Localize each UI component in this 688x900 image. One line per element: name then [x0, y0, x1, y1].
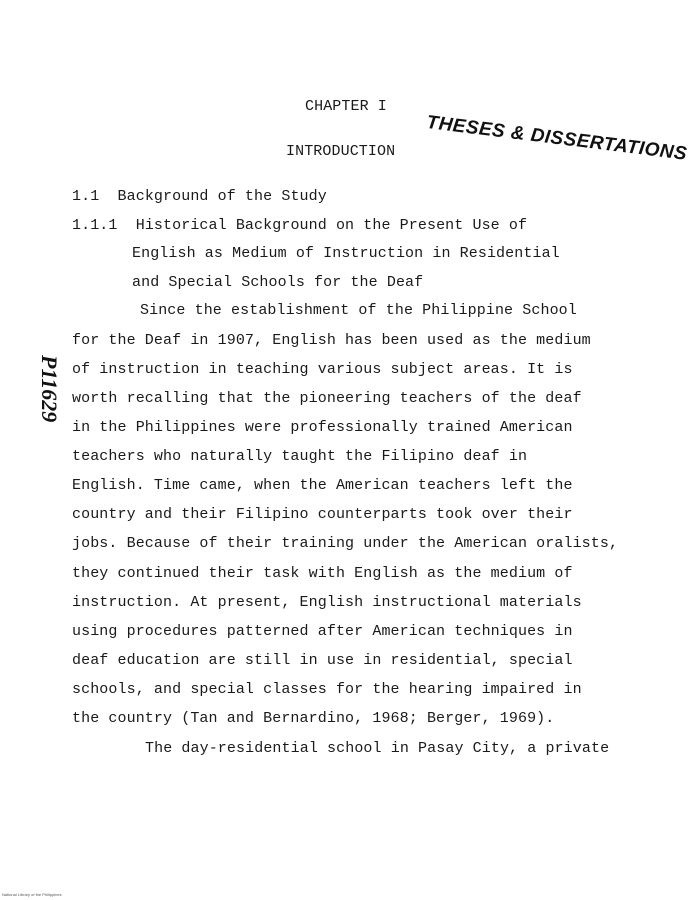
subsection-title-line: English as Medium of Instruction in Residential — [132, 245, 560, 262]
body-line: country and their Filipino counterparts took over their — [72, 506, 573, 523]
body-line: worth recalling that the pioneering teachers of the deaf — [72, 390, 582, 407]
handwritten-margin-note: P11629 — [37, 355, 62, 423]
section-number: 1.1 — [72, 188, 100, 205]
body-line: of instruction in teaching various subject areas. It is — [72, 361, 573, 378]
body-line: deaf education are still in use in residential, special — [72, 652, 573, 669]
chapter-label: CHAPTER I — [305, 98, 387, 115]
subsection-title-line: and Special Schools for the Deaf — [132, 274, 424, 291]
body-line: schools, and special classes for the hearing impaired in — [72, 681, 582, 698]
body-line: the country (Tan and Bernardino, 1968; Berger, 1969). — [72, 710, 555, 727]
section-heading — [72, 188, 327, 206]
body-line: instruction. At present, English instructional materials — [72, 594, 582, 611]
scan-footer: National Library of the Philippines — [2, 892, 62, 897]
body-line: jobs. Because of their training under the American oralists, — [72, 535, 619, 552]
theses-stamp: THESES & DISSERTATIONS — [425, 112, 688, 165]
body-line: teachers who naturally taught the Filipino deaf in — [72, 448, 528, 465]
subsection-number: 1.1.1 — [72, 217, 118, 234]
body-line: in the Philippines were professionally trained American — [72, 419, 573, 436]
body-line: for the Deaf in 1907, English has been used as the medium — [72, 332, 591, 349]
body-line: English. Time came, when the American teachers left the — [72, 477, 573, 494]
body-line: they continued their task with English as the medium of — [72, 565, 573, 582]
body-line: using procedures patterned after American techniques in — [72, 623, 573, 640]
body-line: The day-residential school in Pasay City, a private — [145, 740, 610, 757]
body-line: Since the establishment of the Philippine School — [140, 302, 577, 319]
section-title: Background of the Study — [117, 188, 327, 205]
subsection-heading — [72, 217, 527, 235]
subsection-title-line: Historical Background on the Present Use of — [135, 217, 528, 234]
chapter-title: INTRODUCTION — [286, 143, 396, 160]
